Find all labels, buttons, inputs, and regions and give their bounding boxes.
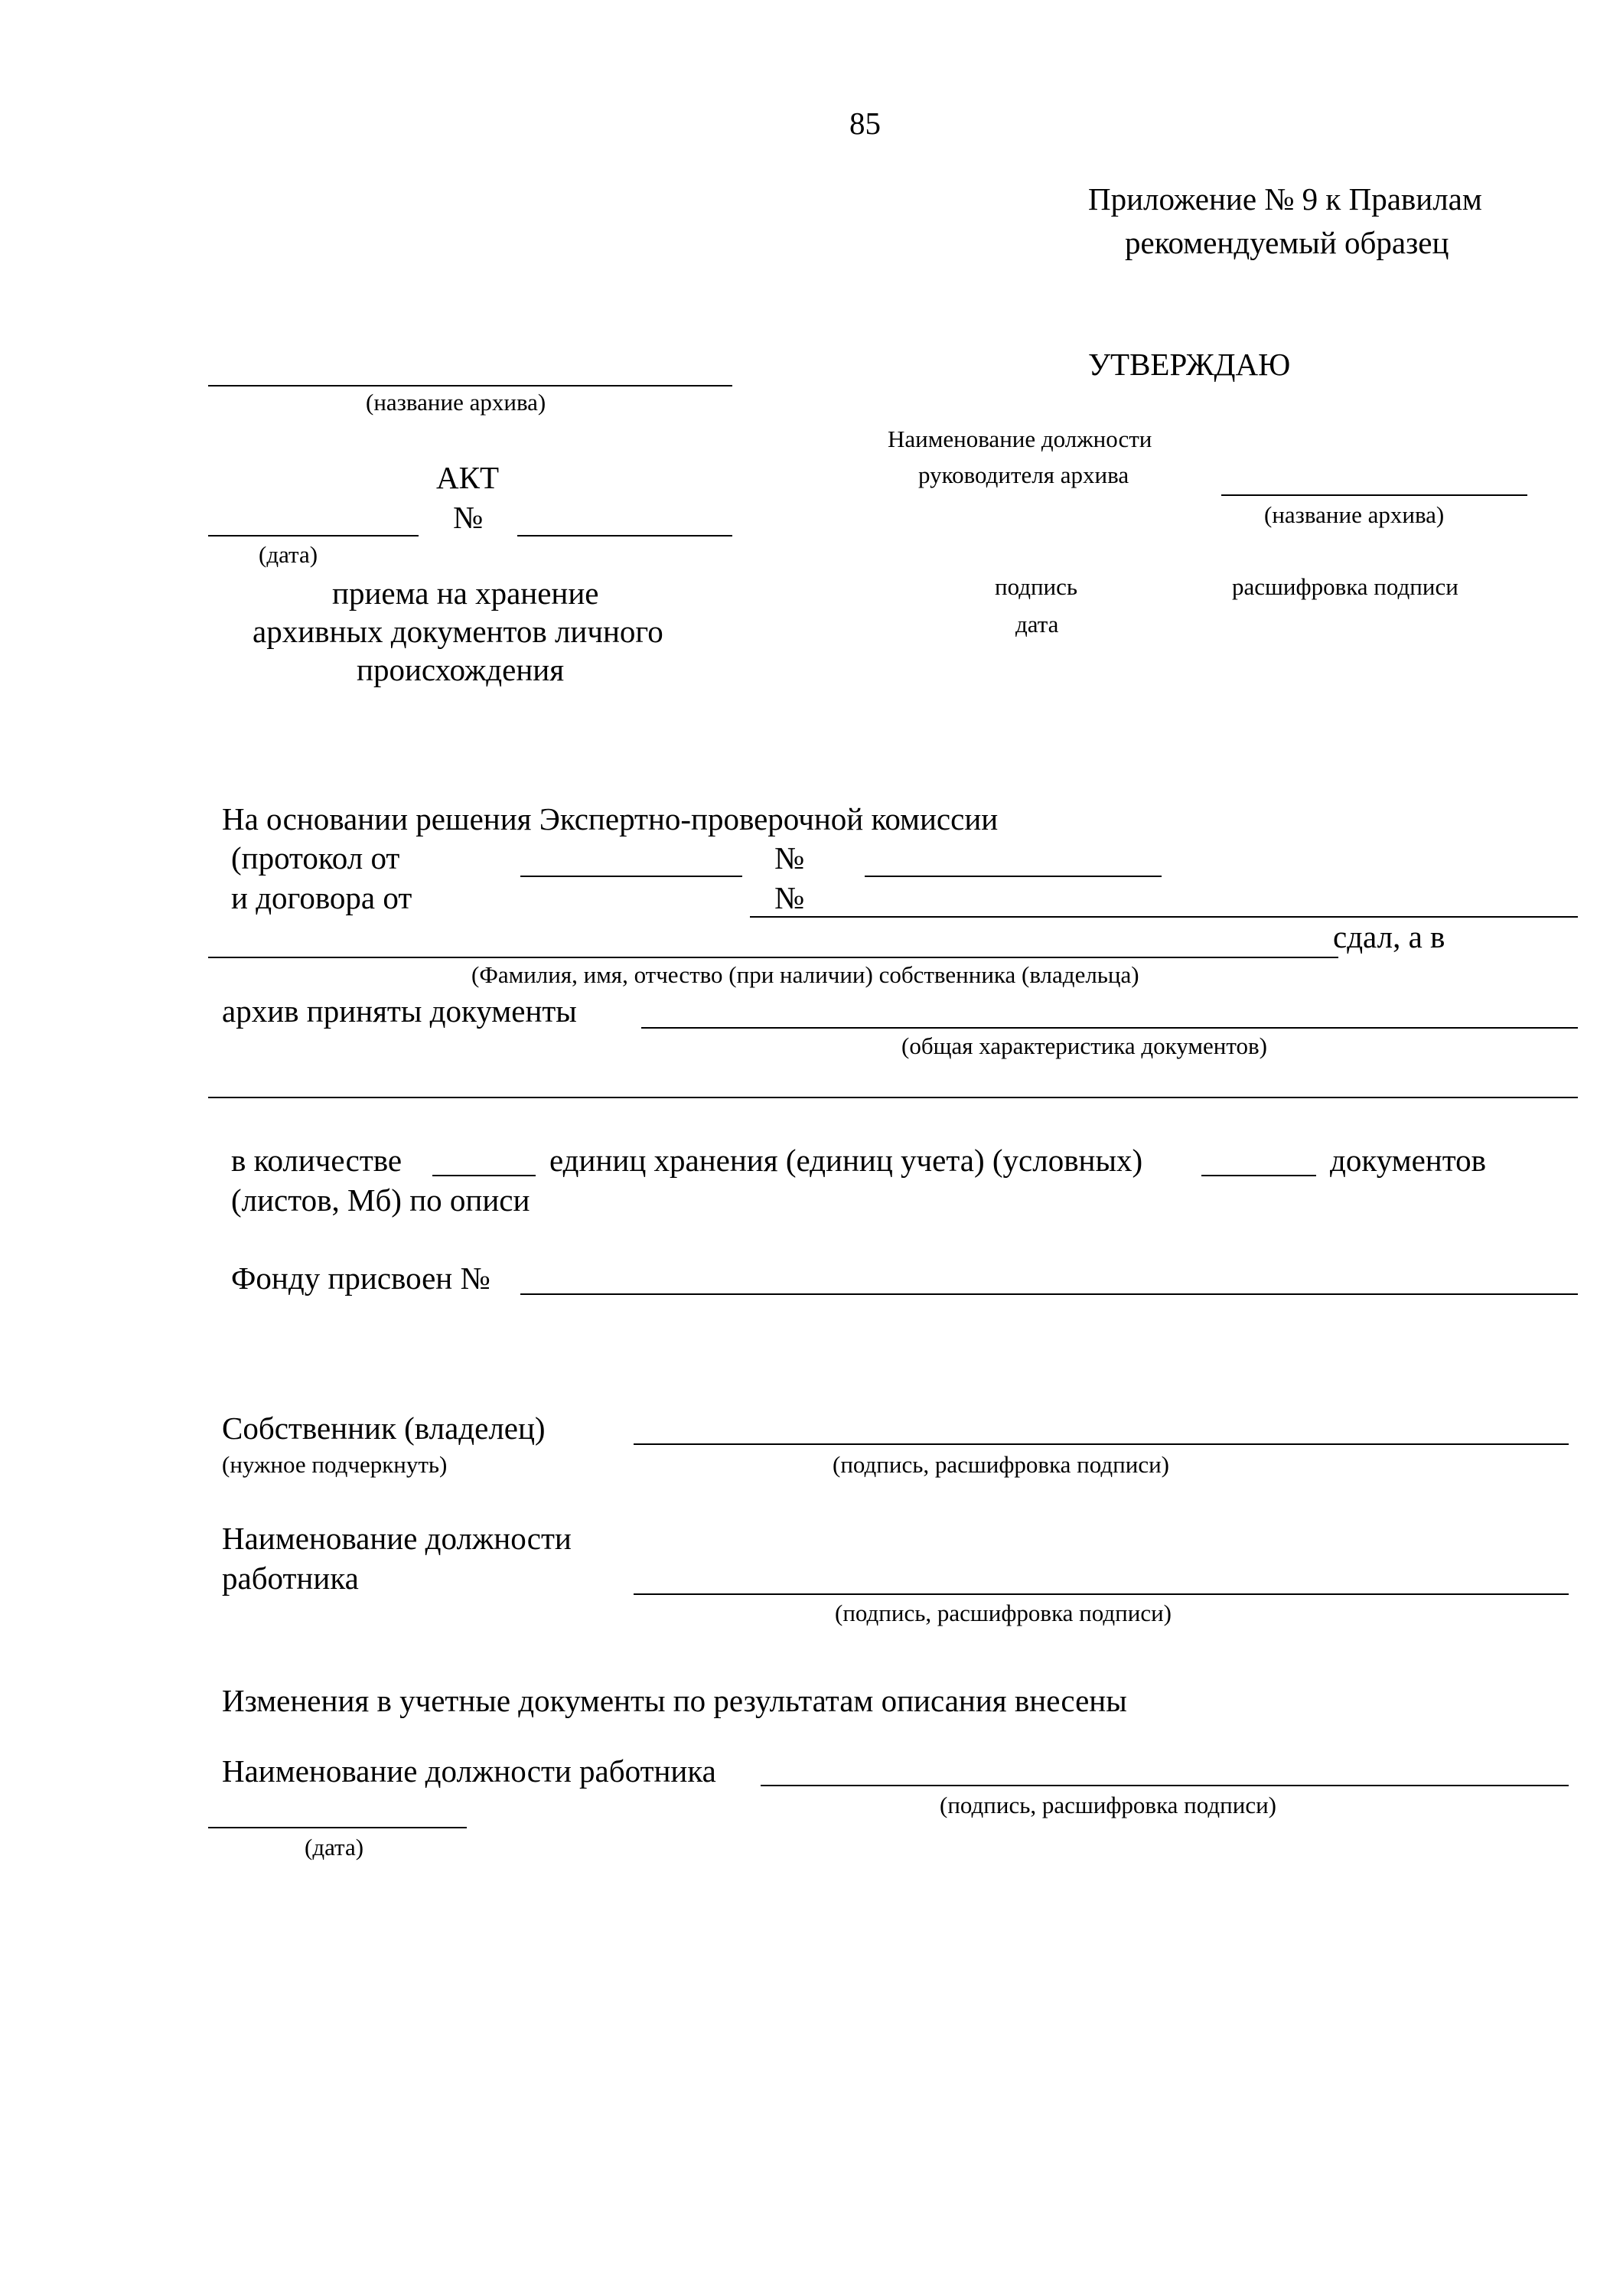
approve-signature-decode: расшифровка подписи [1232, 573, 1458, 600]
act-subtitle-2: архивных документов личного [253, 614, 663, 649]
final-date-caption: (дата) [305, 1834, 364, 1861]
approve-date: дата [1015, 611, 1059, 638]
quantity-label: в количестве [231, 1143, 402, 1178]
underline-note: (нужное подчеркнуть) [222, 1451, 448, 1478]
employee-signature-caption: (подпись, расшифровка подписи) [835, 1600, 1172, 1626]
owner-line [208, 957, 1338, 958]
basis-line: На основании решения Экспертно-проверочной комиссии [222, 801, 999, 837]
docs-count-line [1201, 1175, 1316, 1176]
extra-line [208, 1097, 1578, 1098]
protocol-number-sign: № [774, 840, 805, 876]
employee-label-1: Наименование должности [222, 1521, 572, 1556]
employee-full-signature-caption: (подпись, расшифровка подписи) [940, 1792, 1276, 1818]
approve-signature: подпись [995, 573, 1078, 600]
act-number-sign: № [453, 500, 484, 535]
documents-label: документов [1330, 1143, 1486, 1178]
sample-line: рекомендуемый образец [1125, 225, 1449, 260]
changes-line: Изменения в учетные документы по результатам описания внесены [222, 1683, 1127, 1718]
protocol-from: (протокол от [231, 840, 400, 876]
quantity-line [432, 1175, 536, 1176]
contract-number-sign: № [774, 880, 805, 915]
employee-label-2: работника [222, 1561, 359, 1596]
owner-label: Собственник (владелец) [222, 1411, 546, 1446]
act-subtitle-1: приема на хранение [332, 576, 599, 611]
handed-over: сдал, а в [1333, 919, 1445, 954]
approve-archive-caption: (название архива) [1264, 501, 1445, 528]
page-number: 85 [849, 106, 881, 141]
contract-from: и договора от [231, 880, 412, 915]
protocol-date-line [520, 876, 742, 877]
fund-line [520, 1293, 1578, 1295]
employee-full-signature-line [761, 1785, 1569, 1786]
documents-line [641, 1027, 1578, 1029]
fund-label: Фонду присвоен № [231, 1261, 490, 1296]
final-date-line [208, 1827, 467, 1828]
approve-title: УТВЕРЖДАЮ [1088, 347, 1291, 382]
protocol-number-line [865, 876, 1162, 877]
approve-archive-line [1221, 494, 1527, 496]
employee-full-label: Наименование должности работника [222, 1753, 716, 1789]
owner-signature-line [634, 1443, 1569, 1445]
employee-signature-line [634, 1593, 1569, 1595]
approve-position-2: руководителя архива [918, 461, 1129, 488]
archive-name-line [208, 385, 732, 386]
sheets-label: (листов, Мб) по описи [231, 1182, 530, 1218]
act-title: АКТ [436, 460, 499, 495]
owner-caption: (Фамилия, имя, отчество (при наличии) собственника (владельца) [471, 961, 1139, 988]
accepted-line: архив приняты документы [222, 993, 577, 1029]
appendix-line: Приложение № 9 к Правилам [1088, 181, 1482, 217]
act-date-caption: (дата) [259, 541, 318, 568]
act-subtitle-3: происхождения [357, 652, 565, 687]
approve-position-1: Наименование должности [888, 426, 1152, 452]
archive-name-caption: (название архива) [366, 389, 546, 416]
act-date-line [208, 535, 419, 536]
units-label: единиц хранения (единиц учета) (условных) [549, 1143, 1143, 1178]
documents-caption: (общая характеристика документов) [901, 1032, 1267, 1059]
contract-line [750, 916, 1578, 918]
act-number-line [517, 535, 732, 536]
owner-signature-caption: (подпись, расшифровка подписи) [833, 1451, 1169, 1478]
